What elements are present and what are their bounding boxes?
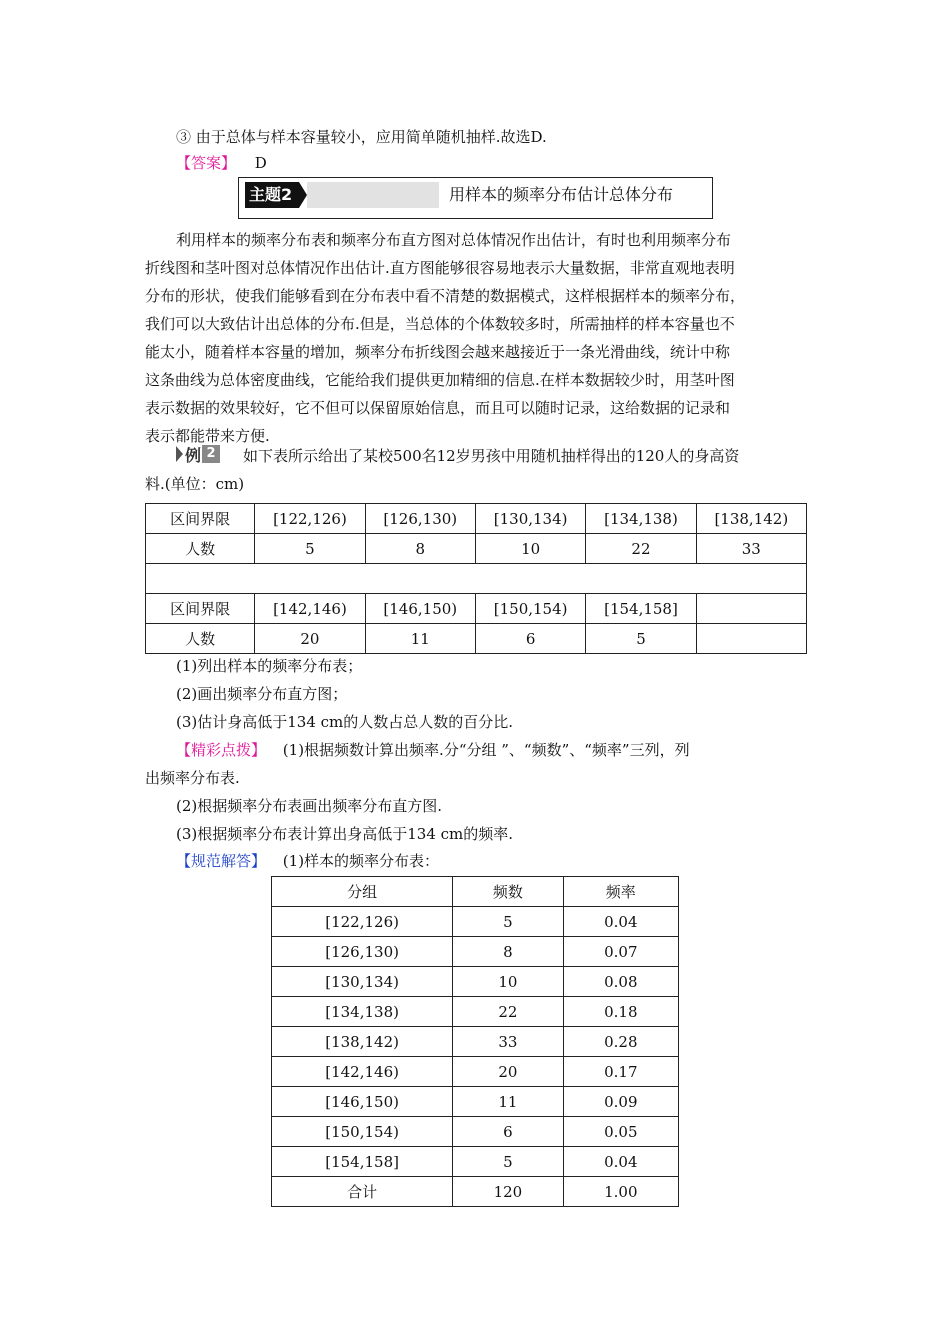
table-cell: 区间界限 (146, 504, 255, 534)
answer-value: D (254, 154, 267, 172)
frequency-distribution-table (271, 876, 679, 1207)
table-row (272, 1087, 679, 1117)
table-cell: 5 (586, 624, 696, 654)
table-header-cell: 分组 (272, 877, 453, 907)
table-cell: 5 (255, 534, 365, 564)
paragraph-line: 表示都能带来方便. (145, 427, 270, 445)
table-cell: 120 (453, 1177, 563, 1207)
table-cell: 合计 (272, 1177, 453, 1207)
topic-gray-band (307, 182, 439, 208)
table-cell: [146,150) (365, 594, 475, 624)
hint-line-2: 出频率分布表. (145, 769, 240, 787)
table-cell: [150,154) (475, 594, 585, 624)
table-row (272, 1147, 679, 1177)
example-badge-text: 例 (185, 445, 202, 465)
table-row (272, 1117, 679, 1147)
solution-text: (1)样本的频率分布表： (282, 852, 440, 870)
table-cell: 0.17 (563, 1057, 678, 1087)
paragraph-line: 利用样本的频率分布表和频率分布直方图对总体情况作出估计，有时也利用频率分布 (176, 231, 732, 249)
paragraph-line: 我们可以大致估计出总体的分布.但是，当总体的个体数较多时，所需抽样的样本容量也不 (145, 315, 735, 333)
answer-line (176, 153, 267, 173)
table-cell: 8 (365, 534, 475, 564)
table-cell: 20 (453, 1057, 563, 1087)
table-total-row (272, 1177, 679, 1207)
table-cell: [130,134) (475, 504, 585, 534)
table-row-spacer (146, 564, 807, 594)
table-cell: 22 (453, 997, 563, 1027)
table-cell: [122,126) (272, 907, 453, 937)
table-cell: 22 (586, 534, 696, 564)
solution-line (176, 851, 439, 871)
intro-line: ③ 由于总体与样本容量较小，应用简单随机抽样.故选D. (176, 128, 547, 146)
table-row (146, 504, 807, 534)
table-cell: [138,142) (272, 1027, 453, 1057)
table-cell: [126,130) (365, 504, 475, 534)
topic-arrow-icon (299, 182, 307, 208)
example-badge (176, 444, 220, 464)
paragraph-line: 这条曲线为总体密度曲线，它能给我们提供更加精细的信息.在样本数据较少时，用茎叶图 (145, 371, 735, 389)
table-header-cell: 频数 (453, 877, 563, 907)
example-line-2: 料.(单位：cm) (145, 475, 245, 493)
table-cell: [142,146) (255, 594, 365, 624)
hint-line-4: (3)根据频率分布表计算出身高低于134 cm的频率. (176, 825, 514, 843)
table-cell: 0.05 (563, 1117, 678, 1147)
table-row (272, 997, 679, 1027)
hint-tag: 【精彩点拨】 (176, 741, 267, 759)
table-row (146, 594, 807, 624)
table-cell: 8 (453, 937, 563, 967)
table-cell (696, 624, 806, 654)
table-cell: 0.09 (563, 1087, 678, 1117)
table-cell: 0.18 (563, 997, 678, 1027)
table-cell: [138,142) (696, 504, 806, 534)
table-header-cell: 频率 (563, 877, 678, 907)
table-cell: 5 (453, 1147, 563, 1177)
topic-banner (238, 177, 713, 219)
table-header-row (272, 877, 679, 907)
table-cell: 11 (365, 624, 475, 654)
table-cell: [154,158] (272, 1147, 453, 1177)
table-cell: [134,138) (586, 504, 696, 534)
table-cell: [126,130) (272, 937, 453, 967)
solution-tag: 【规范解答】 (176, 852, 267, 870)
table-row (146, 624, 807, 654)
table-cell: 0.28 (563, 1027, 678, 1057)
table-cell: 0.07 (563, 937, 678, 967)
question-3: (3)估计身高低于134 cm的人数占总人数的百分比. (176, 713, 514, 731)
table-row (146, 534, 807, 564)
table-cell: 人数 (146, 534, 255, 564)
table-cell: 33 (453, 1027, 563, 1057)
table-cell: 5 (453, 907, 563, 937)
paragraph-line: 折线图和茎叶图对总体情况作出估计.直方图能够很容易地表示大量数据，非常直观地表明 (145, 259, 735, 277)
topic-badge: 主题2 (245, 182, 299, 208)
hint-line-1 (176, 740, 690, 760)
table-cell: [146,150) (272, 1087, 453, 1117)
table-row (272, 907, 679, 937)
height-data-table (145, 503, 807, 654)
paragraph-line: 分布的形状，使我们能够看到在分布表中看不清楚的数据模式，这样根据样本的频率分布， (145, 287, 746, 305)
table-cell: [150,154) (272, 1117, 453, 1147)
example-badge-number: 2 (202, 445, 220, 463)
table-cell: 10 (453, 967, 563, 997)
table-cell: [134,138) (272, 997, 453, 1027)
table-cell: 人数 (146, 624, 255, 654)
table-row (272, 1057, 679, 1087)
hint-text: (1)根据频数计算出频率.分“分组 ”、“频数”、“频率”三列，列 (282, 741, 690, 759)
table-cell-empty (146, 564, 807, 594)
topic-title: 用样本的频率分布估计总体分布 (449, 185, 674, 204)
question-2: (2)画出频率分布直方图； (176, 685, 348, 703)
question-1: (1)列出样本的频率分布表； (176, 657, 363, 675)
paragraph-line: 能太小，随着样本容量的增加，频率分布折线图会越来越接近于一条光滑曲线，统计中称 (145, 343, 731, 361)
play-triangle-icon (176, 446, 183, 462)
table-cell: 0.08 (563, 967, 678, 997)
table-cell: 1.00 (563, 1177, 678, 1207)
table-cell: [154,158] (586, 594, 696, 624)
table-cell: [130,134) (272, 967, 453, 997)
table-cell: 6 (453, 1117, 563, 1147)
table-cell: 0.04 (563, 907, 678, 937)
table-cell: 0.04 (563, 1147, 678, 1177)
table-cell: [122,126) (255, 504, 365, 534)
example-line-1: 如下表所示给出了某校500名12岁男孩中用随机抽样得出的120人的身高资 (243, 447, 740, 465)
table-cell: 33 (696, 534, 806, 564)
table-row (272, 967, 679, 997)
table-cell: [142,146) (272, 1057, 453, 1087)
table-cell: 20 (255, 624, 365, 654)
table-row (272, 1027, 679, 1057)
table-cell: 6 (475, 624, 585, 654)
table-cell: 11 (453, 1087, 563, 1117)
paragraph-line: 表示数据的效果较好，它不但可以保留原始信息，而且可以随时记录，这给数据的记录和 (145, 399, 731, 417)
table-cell: 10 (475, 534, 585, 564)
table-cell: 区间界限 (146, 594, 255, 624)
table-cell (696, 594, 806, 624)
answer-tag: 【答案】 (176, 154, 237, 172)
hint-line-3: (2)根据频率分布表画出频率分布直方图. (176, 797, 443, 815)
table-row (272, 937, 679, 967)
